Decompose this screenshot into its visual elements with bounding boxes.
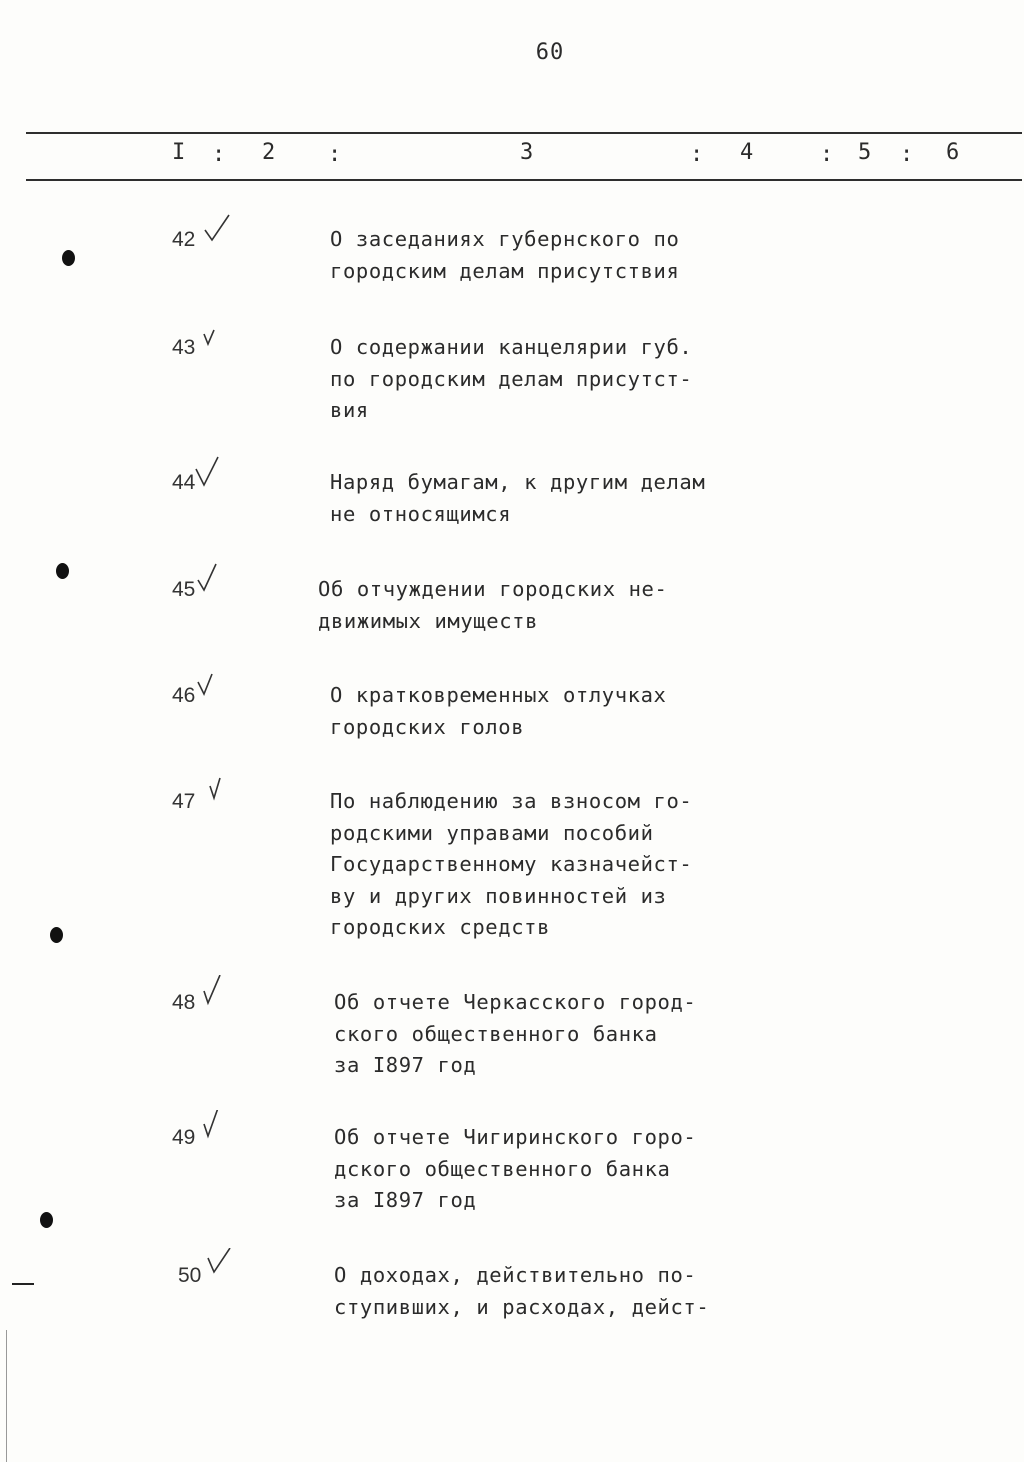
entry-title: Об отчуждении городских не- движимых имуществ: [318, 577, 668, 633]
entry-title: О заседаниях губернского по городским делам присутствия: [330, 227, 680, 283]
entry-number: [172, 987, 195, 1019]
column-separator: :: [328, 142, 342, 167]
entry-title: Об отчете Чигиринского горо- дского общественного банка за I897 год: [334, 1125, 697, 1212]
entry-number-text: 44: [172, 471, 196, 494]
entry-number-text: 43: [172, 336, 196, 359]
binding-hole: [56, 563, 69, 579]
entry-number: [178, 1260, 201, 1292]
column-header-1: I: [172, 140, 186, 165]
entry-number: [172, 786, 195, 818]
entry-number: [172, 224, 195, 256]
entry-number-text: 47: [172, 790, 196, 813]
entry-title: По наблюдению за взносом го- родскими управами пособий Государственному казначейст- ву и других повинностей из городских средств: [330, 789, 693, 939]
check-mark-icon: [202, 212, 232, 246]
entry-title: Об отчете Черкасского город- ского общественного банка за I897 год: [334, 990, 697, 1077]
entry-number: [172, 1122, 195, 1154]
column-header-2: 2: [262, 140, 276, 165]
check-mark-icon: [208, 774, 238, 808]
entry-number-text: 50: [178, 1264, 202, 1287]
check-mark-icon: [202, 320, 232, 354]
binding-hole: [40, 1212, 53, 1228]
check-mark-icon: [206, 1248, 236, 1282]
check-mark-icon: [196, 562, 226, 596]
check-mark-icon: [194, 455, 224, 489]
entry-number-text: 48: [172, 991, 196, 1014]
margin-mark: [12, 1283, 34, 1285]
entry-number: [172, 332, 195, 364]
column-header-3: 3: [520, 140, 534, 165]
column-separator: :: [820, 142, 834, 167]
column-separator: :: [212, 142, 226, 167]
entry-number-text: 42: [172, 228, 196, 251]
entry-title: О содержании канцелярии губ. по городским делам присутст- вия: [330, 335, 693, 422]
column-header-4: 4: [740, 140, 754, 165]
entry-title: О кратковременных отлучках городских голов: [330, 683, 667, 739]
column-separator: :: [900, 142, 914, 167]
binding-hole: [62, 250, 75, 266]
column-separator: :: [690, 142, 704, 167]
entry-number-text: 49: [172, 1126, 196, 1149]
entry-number-text: 45: [172, 578, 196, 601]
entry-number: [172, 680, 195, 712]
header-top-rule: [26, 132, 1022, 134]
header-bottom-rule: [26, 179, 1022, 181]
entry-number: [172, 467, 195, 499]
page-number: 60: [535, 40, 565, 65]
binding-hole: [50, 927, 63, 943]
entry-number-text: 46: [172, 684, 196, 707]
entry-title: О доходах, действительно по- ступивших, и расходах, дейст-: [334, 1263, 710, 1319]
check-mark-icon: [200, 1110, 230, 1144]
column-header-5: 5: [858, 140, 872, 165]
check-mark-icon: [196, 668, 226, 702]
column-header-6: 6: [946, 140, 960, 165]
entry-title: Наряд бумагам, к другим делам не относящимся: [330, 470, 706, 526]
check-mark-icon: [200, 975, 230, 1009]
entry-number: [172, 574, 195, 606]
margin-edge: [6, 1330, 7, 1462]
